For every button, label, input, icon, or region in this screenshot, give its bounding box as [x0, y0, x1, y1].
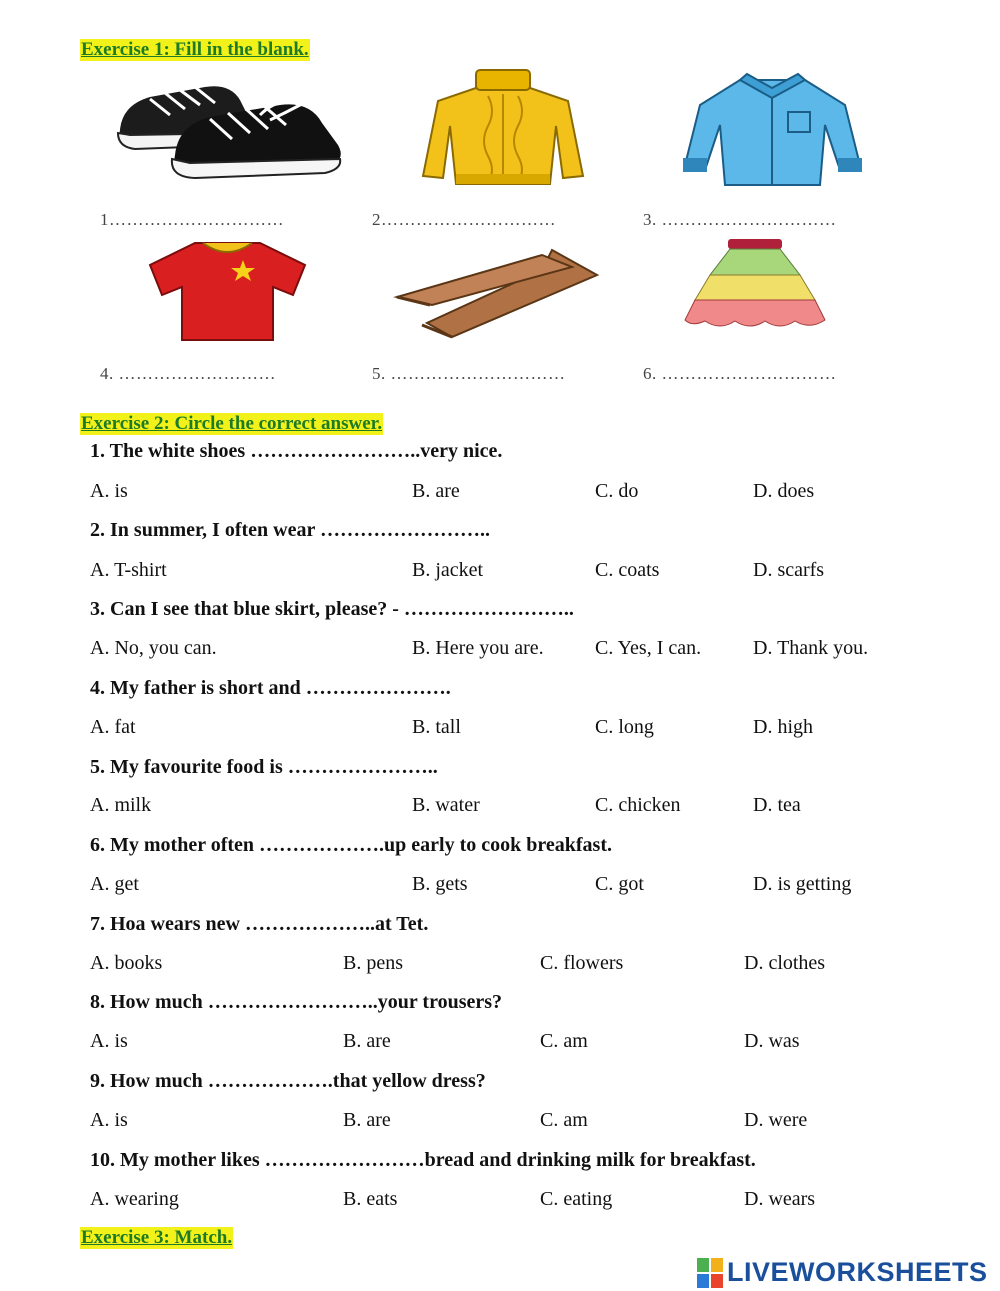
blank-1[interactable]: 1…………………………: [100, 210, 284, 229]
skirt-picture: [680, 235, 830, 335]
question-8: 8. How much ……………………..your trousers?: [90, 991, 503, 1013]
q1-option-b[interactable]: B. are: [412, 480, 460, 502]
blank-6[interactable]: 6. …………………………: [643, 364, 837, 383]
question-4: 4. My father is short and ………………….: [90, 677, 451, 699]
question-9: 9. How much ……………….that yellow dress?: [90, 1070, 486, 1092]
q2-option-d[interactable]: D. scarfs: [753, 559, 825, 581]
t-shirt-picture: [145, 235, 310, 345]
q5-option-c[interactable]: C. chicken: [595, 794, 681, 816]
q9-option-d[interactable]: D. were: [744, 1109, 808, 1131]
q5-option-a[interactable]: A. milk: [90, 794, 152, 816]
exercise-2-title: Exercise 2: Circle the correct answer.: [81, 413, 383, 434]
q9-option-c[interactable]: C. am: [540, 1109, 588, 1131]
q8-option-d[interactable]: D. was: [744, 1030, 800, 1052]
q7-option-d[interactable]: D. clothes: [744, 952, 826, 974]
exercise-1-title: Exercise 1: Fill in the blank.: [81, 39, 309, 60]
q6-option-c[interactable]: C. got: [595, 873, 644, 895]
q3-option-c[interactable]: C. Yes, I can.: [595, 637, 702, 659]
sneakers-picture: [110, 75, 350, 180]
question-6: 6. My mother often ……………….up early to cook breakfast.: [90, 834, 612, 856]
question-3: 3. Can I see that blue skirt, please? - ……………………..: [90, 598, 574, 620]
blank-4[interactable]: 4. ………………………: [100, 364, 276, 383]
sweater-picture: [418, 66, 588, 186]
q8-option-c[interactable]: C. am: [540, 1030, 588, 1052]
exercise-3-title: Exercise 3: Match.: [81, 1227, 233, 1248]
q2-option-b[interactable]: B. jacket: [412, 559, 484, 581]
trousers-picture: [392, 245, 602, 340]
q5-option-b[interactable]: B. water: [412, 794, 480, 816]
q3-option-a[interactable]: A. No, you can.: [90, 637, 217, 659]
q1-option-c[interactable]: C. do: [595, 480, 639, 502]
shirt-picture: [680, 70, 865, 190]
question-2: 2. In summer, I often wear ……………………..: [90, 519, 490, 541]
question-10: 10. My mother likes ……………………bread and drinking milk for breakfast.: [90, 1149, 756, 1171]
liveworksheets-logo: [697, 1257, 988, 1288]
q4-option-b[interactable]: B. tall: [412, 716, 461, 738]
q6-option-b[interactable]: B. gets: [412, 873, 468, 895]
blank-5[interactable]: 5. …………………………: [372, 364, 566, 383]
q5-option-d[interactable]: D. tea: [753, 794, 801, 816]
q8-option-b[interactable]: B. are: [343, 1030, 391, 1052]
q1-option-d[interactable]: D. does: [753, 480, 815, 502]
question-7: 7. Hoa wears new ………………..at Tet.: [90, 913, 429, 935]
q4-option-d[interactable]: D. high: [753, 716, 813, 738]
q10-option-a[interactable]: A. wearing: [90, 1188, 179, 1210]
liveworksheets-icon: [697, 1258, 723, 1288]
q9-option-b[interactable]: B. are: [343, 1109, 391, 1131]
q9-option-a[interactable]: A. is: [90, 1109, 128, 1131]
q10-option-b[interactable]: B. eats: [343, 1188, 398, 1210]
q7-option-a[interactable]: A. books: [90, 952, 163, 974]
q8-option-a[interactable]: A. is: [90, 1030, 128, 1052]
q10-option-c[interactable]: C. eating: [540, 1188, 613, 1210]
blank-2[interactable]: 2…………………………: [372, 210, 556, 229]
q10-option-d[interactable]: D. wears: [744, 1188, 816, 1210]
q6-option-a[interactable]: A. get: [90, 873, 139, 895]
question-5: 5. My favourite food is …………………..: [90, 756, 438, 778]
q3-option-d[interactable]: D. Thank you.: [753, 637, 869, 659]
q2-option-c[interactable]: C. coats: [595, 559, 660, 581]
q2-option-a[interactable]: A. T-shirt: [90, 559, 167, 581]
question-1: 1. The white shoes ……………………..very nice.: [90, 440, 503, 462]
q4-option-c[interactable]: C. long: [595, 716, 654, 738]
q7-option-c[interactable]: C. flowers: [540, 952, 624, 974]
q4-option-a[interactable]: A. fat: [90, 716, 136, 738]
brand-name: LIVEWORKSHEETS: [727, 1257, 988, 1287]
q6-option-d[interactable]: D. is getting: [753, 873, 852, 895]
q7-option-b[interactable]: B. pens: [343, 952, 403, 974]
blank-3[interactable]: 3. …………………………: [643, 210, 837, 229]
q1-option-a[interactable]: A. is: [90, 480, 128, 502]
q3-option-b[interactable]: B. Here you are.: [412, 637, 544, 659]
